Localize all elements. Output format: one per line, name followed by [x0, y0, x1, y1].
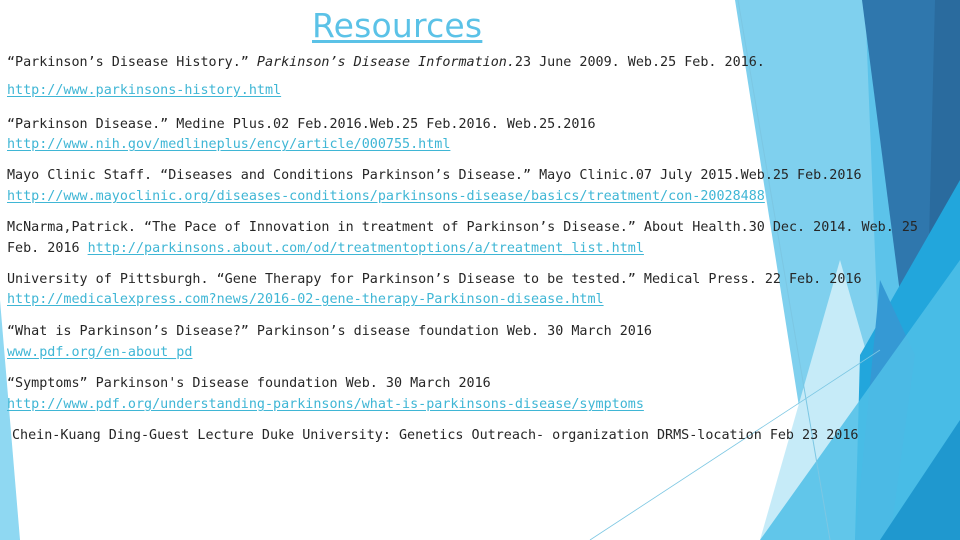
reference-1-prefix: “Parkinson’s Disease History.” — [7, 55, 257, 70]
reference-1-italic-source: Parkinson’s Disease Information. — [256, 55, 515, 70]
reference-7-link[interactable]: http://www.pdf.org/understanding-parkinsons/what-is-parkinsons-disease/symptoms — [7, 397, 644, 412]
reference-6-citation: “What is Parkinson’s Disease?” Parkinson’s disease foundation Web. 30 March 2016 — [7, 324, 652, 339]
reference-1-link-row — [7, 82, 281, 100]
reference-7-link-row — [7, 396, 644, 414]
reference-2-link-row — [7, 136, 450, 154]
reference-8-citation: Chein-Kuang Ding-Guest Lecture Duke University: Genetics Outreach- organization DRMS-location Feb 23 2016 — [12, 428, 859, 443]
reference-4-citation: McNarma,Patrick. “The Pace of Innovation in treatment of Parkinson’s Disease.” About Health.30 Dec. 2014. Web. 25 — [7, 220, 918, 235]
page-title: Resources — [312, 6, 483, 45]
reference-5-link[interactable]: http://medicalexpress.com?news/2016-02-gene-therapy-Parkinson-disease.html — [7, 292, 604, 307]
reference-3-link[interactable]: http://www.mayoclinic.org/diseases-conditions/parkinsons-disease/basics/treatment/con-20028488 — [7, 189, 765, 204]
reference-5-citation: University of Pittsburgh. “Gene Therapy for Parkinson’s Disease to be tested.” Medical Press. 22 Feb. 2016 — [7, 272, 862, 287]
reference-4-citation-continued — [7, 240, 644, 258]
reference-4-link[interactable]: http://parkinsons.about.com/od/treatmentoptions/a/treatment_list.html — [87, 241, 644, 256]
reference-4-citation-line2: Feb. 2016 — [7, 241, 88, 256]
reference-1-link[interactable]: http://www.parkinsons-history.html — [7, 83, 282, 98]
reference-1-citation — [7, 54, 765, 72]
reference-5-link-row — [7, 291, 604, 309]
reference-2-citation: “Parkinson Disease.” Medine Plus.02 Feb.2016.Web.25 Feb.2016. Web.25.2016 — [7, 117, 596, 132]
reference-3-link-row — [7, 188, 765, 206]
reference-7-citation: “Symptoms” Parkinson's Disease foundation Web. 30 March 2016 — [7, 376, 491, 391]
reference-1-suffix: 23 June 2009. Web.25 Feb. 2016. — [514, 55, 765, 70]
reference-6-link[interactable]: www.pdf.org/en-about_pd — [7, 345, 193, 360]
reference-2-link[interactable]: http://www.nih.gov/medlineplus/ency/article/000755.html — [7, 137, 451, 152]
reference-3-citation: Mayo Clinic Staff. “Diseases and Conditions Parkinson’s Disease.” Mayo Clinic.07 July 2015.Web.25 Feb.2016 — [7, 168, 862, 183]
reference-6-link-row — [7, 344, 192, 362]
